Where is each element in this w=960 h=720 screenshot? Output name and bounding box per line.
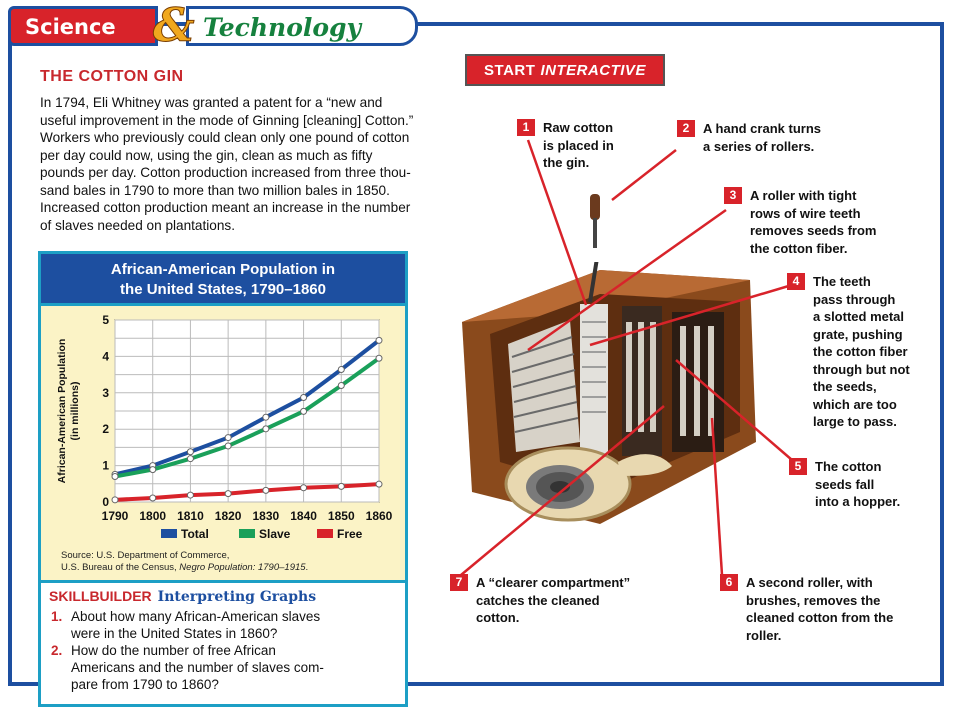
- article-line: Increased cotton production meant an increase in the number: [40, 200, 411, 215]
- interactive-label: INTERACTIVE: [540, 61, 646, 79]
- callout-line: seeds fall: [815, 476, 875, 492]
- callout-line: the gin.: [543, 155, 590, 170]
- callout-1: [522, 119, 614, 172]
- callout-number: 7: [450, 574, 468, 591]
- y-tick-label: 3: [102, 385, 109, 400]
- question-line: How do the number of free African: [71, 643, 276, 658]
- callout-number: 6: [720, 574, 738, 591]
- source-line2a: U.S. Bureau of the Census,: [61, 562, 180, 573]
- x-tick-label: 1830: [252, 509, 280, 523]
- question-number: 2.: [51, 643, 63, 658]
- ampersand-logo: &: [153, 0, 195, 52]
- question-line: pare from 1790 to 1860?: [71, 677, 219, 692]
- callout-2: [682, 120, 821, 155]
- y-axis-label: African-American Population(in millions): [56, 338, 81, 484]
- graph-title-line2: the United States, 1790–1860: [120, 281, 326, 298]
- callout-line: roller.: [746, 627, 782, 643]
- callout-number: 1: [517, 119, 535, 136]
- skillbuilder-label: SKILLBUILDER: [49, 588, 152, 604]
- callout-line: brushes, removes the: [746, 592, 881, 608]
- callout-line: The cotton: [815, 459, 882, 474]
- source-line1: Source: U.S. Department of Commerce,: [61, 550, 230, 561]
- callout-line: A second roller, with: [746, 575, 873, 590]
- callout-5: [794, 458, 901, 511]
- callout-line: A hand crank turns: [703, 121, 821, 136]
- article-line: In 1794, Eli Whitney was granted a patent for a “new and: [40, 95, 383, 110]
- callout-line: the cotton fiber.: [750, 240, 848, 256]
- callout-line: through but not: [813, 361, 910, 377]
- callout-number: 3: [724, 187, 742, 204]
- y-tick-label: 4: [102, 349, 109, 364]
- callout-4: [792, 273, 910, 431]
- science-label: Science: [25, 15, 116, 39]
- callout-line: which are too: [813, 396, 897, 412]
- legend-label-slave: Slave: [259, 527, 291, 541]
- callout-line: catches the cleaned: [476, 592, 600, 608]
- graph-title-line1: African-American Population in: [110, 261, 336, 278]
- legend-label-total: Total: [181, 527, 209, 541]
- callout-number: 5: [789, 458, 807, 475]
- x-tick-label: 1860: [365, 509, 393, 523]
- callout-line: A roller with tight: [750, 188, 857, 203]
- legend-label-free: Free: [337, 527, 363, 541]
- y-tick-label: 0: [102, 495, 109, 509]
- callout-line: is placed in: [543, 137, 614, 153]
- callout-line: cleaned cotton from the: [746, 610, 894, 625]
- article-line: of slaves needed on plantations.: [40, 217, 235, 233]
- callout-number: 2: [677, 120, 695, 137]
- x-tick-label: 1850: [327, 509, 355, 523]
- callout-line: rows of wire teeth: [750, 205, 861, 221]
- x-tick-label: 1820: [214, 509, 242, 523]
- question-number: 1.: [51, 609, 63, 624]
- y-tick-label: 5: [102, 313, 109, 327]
- callout-line: grate, pushing: [813, 326, 903, 342]
- x-tick-label: 1810: [177, 509, 204, 523]
- callout-line: cotton.: [476, 610, 520, 625]
- callout-line: A “clearer compartment”: [476, 575, 631, 590]
- y-tick-label: 1: [102, 458, 109, 473]
- article-line: Workers who previously could clean only one pound of cotton: [40, 130, 410, 145]
- x-tick-label: 1840: [290, 509, 317, 523]
- callout-line: Raw cotton: [543, 120, 614, 135]
- question-line: Americans and the number of slaves com-: [71, 660, 324, 675]
- callout-6: [725, 574, 894, 644]
- source-line2b: Negro Population: 1790–1915: [179, 562, 306, 573]
- question-line: were in the United States in 1860?: [71, 626, 278, 641]
- article-title: THE COTTON GIN: [40, 68, 184, 85]
- callout-line: The teeth: [813, 274, 871, 289]
- question-line: About how many African-American slaves: [71, 609, 321, 624]
- callout-line: a series of rollers.: [703, 138, 815, 154]
- callout-line: a slotted metal: [813, 309, 905, 324]
- callout-line: large to pass.: [813, 414, 897, 429]
- article-line: sand bales in 1790 to more than two million bales in 1850.: [40, 182, 390, 198]
- x-tick-label: 1800: [139, 509, 167, 523]
- callout-line: removes seeds from: [750, 223, 877, 238]
- article-line: pounds per day. Cotton production increased from three thou-: [40, 165, 411, 180]
- callout-line: the cotton fiber: [813, 344, 908, 359]
- y-tick-label: 2: [102, 422, 109, 437]
- callout-7: [455, 574, 631, 627]
- article-line: useful improvement in the mode of Ginning [cleaning] Cotton.”: [40, 112, 414, 128]
- callout-3: [729, 187, 877, 257]
- technology-label: Technology: [203, 13, 362, 42]
- article-line: per day could now, using the gin, clean as much as fifty: [40, 147, 373, 163]
- callout-line: into a hopper.: [815, 494, 901, 509]
- skillbuilder-subtitle: Interpreting Graphs: [157, 589, 317, 605]
- callout-number: 4: [787, 273, 805, 290]
- callout-line: the seeds,: [813, 379, 877, 394]
- start-label: START: [484, 61, 536, 79]
- callout-line: pass through: [813, 291, 896, 307]
- source-line2c: .: [305, 562, 309, 573]
- x-tick-label: 1790: [101, 509, 129, 523]
